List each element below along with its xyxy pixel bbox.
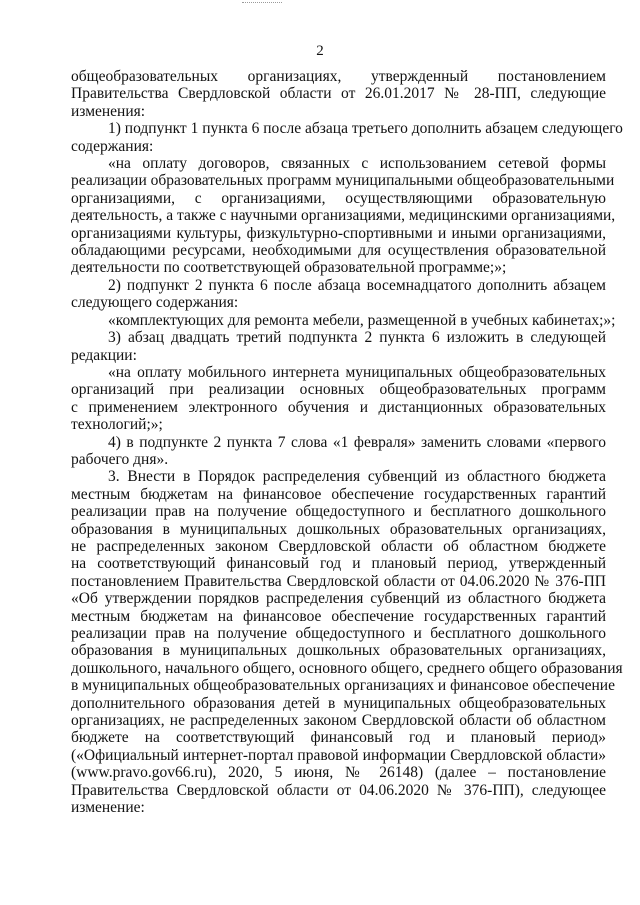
paragraph-p1	[71, 68, 606, 120]
text-line: реализации образовательных программ муниципальными общеобразовательными	[71, 172, 615, 190]
text-line: следующего содержания:	[71, 294, 239, 312]
text-line: дошкольного, начального общего, основного общего, среднего общего образования	[71, 659, 623, 677]
text-line: Правительства Свердловской области от 04.06.2020 № 376-ПП), следующее	[71, 781, 606, 799]
paragraph-p7	[71, 364, 606, 434]
text-line: постановлением Правительства Свердловской области от 04.06.2020 № 376-ПП	[71, 572, 606, 590]
text-line: местным бюджетам на финансовое обеспечение государственных гарантий	[71, 485, 606, 503]
text-line: рабочего дня».	[71, 450, 169, 468]
text-line: Правительства Свердловской области от 26.01.2017 № 28-ПП, следующие	[71, 85, 606, 103]
text-line: деятельности по соответствующей образовательной программе;»;	[71, 259, 507, 277]
text-line: организациями, с организациями, осуществляющими образовательную	[71, 189, 606, 207]
paragraph-p3	[71, 155, 616, 277]
text-line: изменения:	[71, 102, 146, 120]
text-line: на соответствующий финансовый год и плановый период, утвержденный	[71, 555, 606, 573]
text-line: реализации прав на получение общедоступного и бесплатного дошкольного	[71, 503, 606, 521]
text-line: образования в муниципальных дошкольных образовательных организациях,	[71, 520, 606, 538]
text-line: изменение:	[71, 799, 145, 817]
text-line: не распределенных законом Свердловской области об областном бюджете	[71, 537, 606, 555]
text-line: «на оплату мобильного интернета муниципальных общеобразовательных	[108, 363, 606, 381]
paragraph-p4	[71, 277, 606, 312]
text-line: организациях, не распределенных законом Свердловской области об областном	[71, 712, 606, 730]
text-line: содержания:	[71, 137, 154, 155]
paragraph-p9	[71, 468, 623, 817]
text-line: дополнительного образования детей в муниципальных общеобразовательных	[71, 694, 606, 712]
text-line: общеобразовательных организациях, утвержденный постановлением	[71, 68, 606, 85]
text-line: 3) абзац двадцать третий подпункта 2 пункта 6 изложить в следующей	[108, 329, 606, 347]
text-line: «Об утверждении порядков распределения субвенций из областного бюджета	[71, 590, 606, 608]
document-body	[71, 68, 623, 817]
paragraph-p2	[71, 120, 623, 155]
text-line: редакции:	[71, 346, 137, 364]
paragraph-p6	[71, 329, 606, 364]
paragraph-p5	[71, 311, 616, 329]
text-line: 3. Внести в Порядок распределения субвенций из областного бюджета	[108, 468, 606, 486]
text-line: обладающими ресурсами, необходимыми для осуществления образовательной	[71, 242, 606, 260]
text-line: («Официальный интернет-портал правовой информации Свердловской области»	[71, 746, 606, 764]
text-line: организаций при реализации основных общеобразовательных программ	[71, 381, 606, 399]
text-line: 1) подпункт 1 пункта 6 после абзаца третьего дополнить абзацем следующего	[108, 120, 623, 138]
scan-artifact	[242, 2, 282, 7]
text-line: 2) подпункт 2 пункта 6 после абзаца восемнадцатого дополнить абзацем	[108, 276, 606, 294]
text-line: с применением электронного обучения и дистанционных образовательных	[71, 398, 606, 416]
text-line: «на оплату договоров, связанных с использованием сетевой формы	[108, 155, 606, 173]
page-number: 2	[316, 43, 324, 59]
text-line: образования в муниципальных дошкольных образовательных организациях,	[71, 642, 606, 660]
paragraph-p8	[71, 434, 606, 469]
text-line: «комплектующих для ремонта мебели, размещенной в учебных кабинетах;»;	[108, 311, 616, 329]
text-line: реализации прав на получение общедоступного и бесплатного дошкольного	[71, 625, 606, 642]
text-line: организациями культуры, физкультурно-спортивными и иными организациями,	[71, 224, 606, 242]
text-line: 4) в подпункте 2 пункта 7 слова «1 февраля» заменить словами «первого	[108, 433, 606, 451]
text-line: в муниципальных общеобразовательных организациях и финансовое обеспечение	[71, 677, 615, 695]
text-line: деятельность, а также с научными организациями, медицинскими организациями,	[71, 207, 616, 225]
text-line: местным бюджетам на финансовое обеспечение государственных гарантий	[71, 607, 606, 625]
text-line: технологий;»;	[71, 416, 163, 434]
text-line: (www.pravo.gov66.ru), 2020, 5 июня, № 26148) (далее – постановление	[71, 764, 606, 782]
text-line: бюджете на соответствующий финансовый год и плановый период»	[71, 729, 606, 747]
